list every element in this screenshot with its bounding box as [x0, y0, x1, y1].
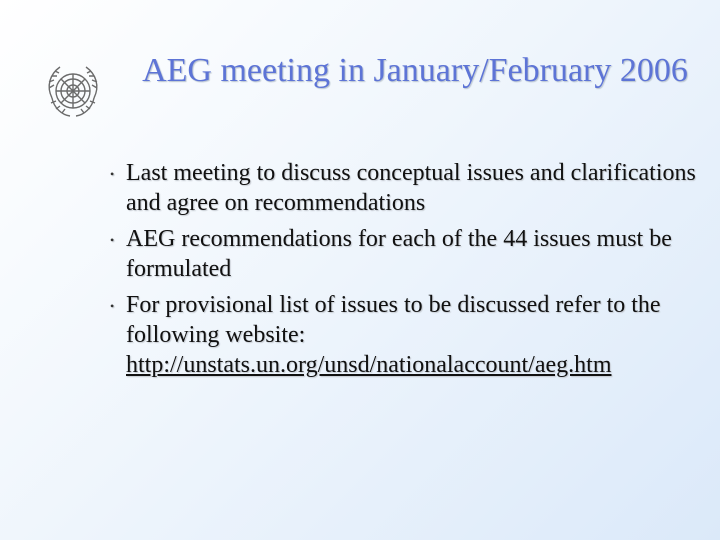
bullet-icon: •: [110, 299, 115, 313]
slide-title: AEG meeting in January/February 2006: [142, 52, 688, 89]
bullet-list: [104, 158, 704, 386]
list-item: [104, 290, 704, 380]
bullet-text: Last meeting to discuss conceptual issues and clarifications and agree on recommendations: [126, 160, 696, 216]
un-emblem-icon: [40, 58, 106, 124]
bullet-text: For provisional list of issues to be discussed refer to the following website:: [126, 292, 661, 348]
website-link[interactable]: http://unstats.un.org/unsd/nationalaccount/aeg.htm: [126, 352, 612, 378]
bullet-text: AEG recommendations for each of the 44 issues must be formulated: [126, 226, 672, 282]
bullet-icon: •: [110, 233, 115, 247]
list-item: [104, 224, 704, 284]
bullet-icon: •: [110, 167, 115, 181]
list-item: [104, 158, 704, 218]
